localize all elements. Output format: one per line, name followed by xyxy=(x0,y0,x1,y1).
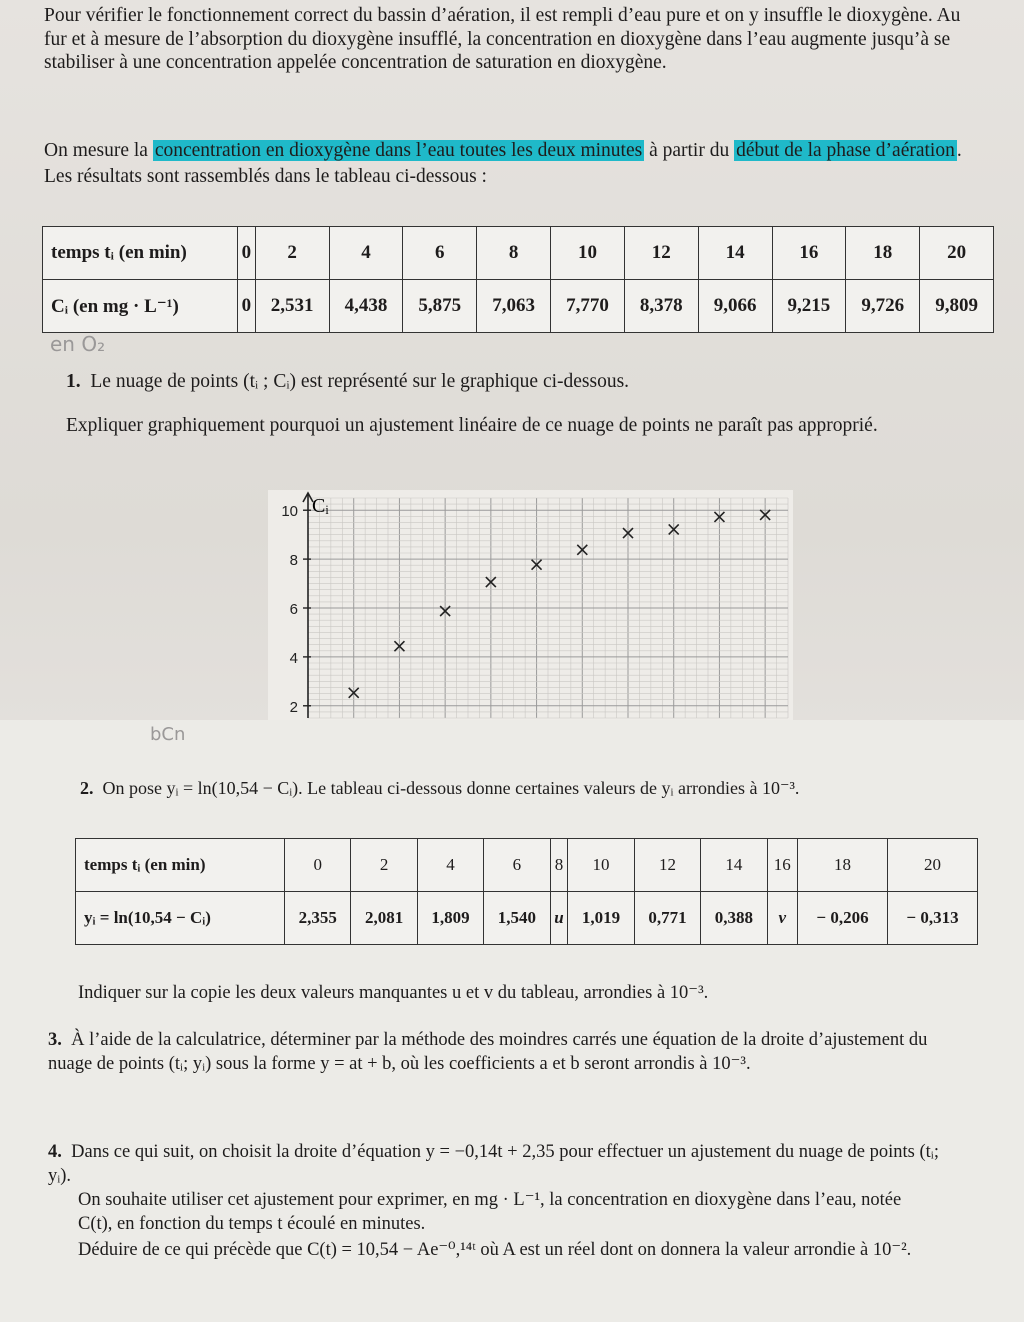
table-cell: 9,066 xyxy=(698,280,772,333)
pencil-annotation: bCn xyxy=(150,724,186,745)
question-2 xyxy=(80,776,940,800)
table-cell: 12 xyxy=(624,227,698,280)
highlight-concentration: concentration en dioxygène dans l’eau toutes les deux minutes xyxy=(154,140,643,161)
concentration-table xyxy=(42,226,994,333)
question-3-text: À l’aide de la calculatrice, déterminer par la méthode des moindres carrés une équation de la droite d’ajustement du nuage de points (tᵢ; yᵢ) sous la forme y = at + b, où les coefficients a et b seront arrondis à 10⁻³. xyxy=(48,1030,928,1074)
table-cell: 8 xyxy=(550,839,568,892)
table-cell: 9,726 xyxy=(846,280,920,333)
table-cell: 9,809 xyxy=(920,280,994,333)
table-cell: 14 xyxy=(701,839,767,892)
table-header-y: yᵢ = ln(10,54 − Cᵢ) xyxy=(76,892,285,945)
tick-label: 10 xyxy=(281,503,298,521)
chart-y-label: Cᵢ xyxy=(312,495,329,517)
log-table xyxy=(75,838,978,945)
question-3 xyxy=(48,1028,948,1076)
table-cell: 18 xyxy=(798,839,888,892)
question-1-instruction: Expliquer graphiquement pourquoi un ajustement linéaire de ce nuage de points ne paraît pas approprié. xyxy=(66,415,878,436)
pencil-annotation: en O₂ xyxy=(50,332,106,356)
table-cell: 0,388 xyxy=(701,892,767,945)
tick-label: 8 xyxy=(289,552,298,570)
table-cell: 5,875 xyxy=(403,280,477,333)
measure-text-mid: à partir du xyxy=(644,140,735,161)
table-cell: − 0,206 xyxy=(798,892,888,945)
table-cell: 14 xyxy=(698,227,772,280)
intro-paragraph: Pour vérifier le fonctionnement correct du bassin d’aération, il est rempli d’eau pure et on y insuffle le dioxygène. Au fur et à mesure de l’absorption du dioxygène insufflé, la concentration en dioxygène dans l’eau augmente jusqu’à se stabiliser à une concentration appelée concentration de saturation en dioxygène. xyxy=(44,5,961,73)
table-cell: 20 xyxy=(887,839,977,892)
question-number: 1. xyxy=(66,371,81,392)
question-number: 3. xyxy=(48,1030,62,1050)
question-1-text: Le nuage de points (tᵢ ; Cᵢ) est représenté sur le graphique ci-dessous. xyxy=(90,371,630,392)
table-cell-v: v xyxy=(767,892,797,945)
question-number: 4. xyxy=(48,1142,62,1162)
table-cell: 18 xyxy=(846,227,920,280)
table-row xyxy=(76,892,978,945)
table-cell: 10 xyxy=(551,227,625,280)
table-cell: 0 xyxy=(285,839,351,892)
table-cell: 10 xyxy=(568,839,634,892)
table-cell: 0 xyxy=(238,227,256,280)
question-1 xyxy=(66,370,966,393)
table-header-time: temps tᵢ (en min) xyxy=(43,227,238,280)
table-cell: − 0,313 xyxy=(887,892,977,945)
question-2-instruction: Indiquer sur la copie les deux valeurs manquantes u et v du tableau, arrondies à 10⁻³. xyxy=(78,983,709,1003)
table-cell: 2,531 xyxy=(255,280,329,333)
table-row xyxy=(76,839,978,892)
question-4-instruction: Déduire de ce qui précède que C(t) = 10,54 − Ae⁻⁰,¹⁴ᵗ où A est un réel dont on donnera la valeur arrondie à 10⁻². xyxy=(78,1240,912,1260)
table-cell: 4 xyxy=(417,839,483,892)
tick-label: 6 xyxy=(289,601,298,618)
table-header-time: temps tᵢ (en min) xyxy=(76,839,285,892)
question-2-text: On pose yᵢ = ln(10,54 − Cᵢ). Le tableau ci-dessous donne certaines valeurs de yᵢ arrondies à 10⁻³. xyxy=(102,778,800,798)
question-4 xyxy=(48,1140,948,1188)
table-header-concentration: Cᵢ (en mg · L⁻¹) xyxy=(43,280,238,333)
table-row xyxy=(43,280,994,333)
table-cell: 1,019 xyxy=(568,892,634,945)
question-4-text: Dans ce qui suit, on choisit la droite d’équation y = −0,14t + 2,35 pour effectuer un ajustement du nuage de points (tᵢ; yᵢ). xyxy=(48,1142,939,1186)
table-cell-u: u xyxy=(550,892,568,945)
table-cell: 20 xyxy=(920,227,994,280)
table-cell: 4 xyxy=(329,227,403,280)
table-cell: 4,438 xyxy=(329,280,403,333)
highlight-debut: début de la phase d’aération xyxy=(736,140,955,161)
table-cell: 6 xyxy=(403,227,477,280)
table-row xyxy=(43,227,994,280)
measure-text-end: . Les résultats sont rassemblés dans le tableau ci-dessous : xyxy=(44,140,962,187)
tick-label: 4 xyxy=(289,649,298,667)
question-number: 2. xyxy=(80,778,94,798)
table-cell: 6 xyxy=(484,839,550,892)
table-cell: 2,355 xyxy=(285,892,351,945)
table-cell: 12 xyxy=(634,839,700,892)
table-cell: 16 xyxy=(767,839,797,892)
table-cell: 2 xyxy=(255,227,329,280)
table-cell: 9,215 xyxy=(772,280,846,333)
table-cell: 0 xyxy=(238,280,256,333)
table-cell: 7,063 xyxy=(477,280,551,333)
table-cell: 1,540 xyxy=(484,892,550,945)
question-4-context: On souhaite utiliser cet ajustement pour exprimer, en mg · L⁻¹, la concentration en dioxygène dans l’eau, notée C(t), en fonction du temps t écoulé en minutes. xyxy=(78,1190,902,1234)
tick-label: 2 xyxy=(289,698,298,716)
table-cell: 2 xyxy=(351,839,417,892)
chart-background xyxy=(268,490,793,720)
table-cell: 1,809 xyxy=(417,892,483,945)
table-cell: 8 xyxy=(477,227,551,280)
measure-paragraph xyxy=(44,138,979,190)
table-cell: 7,770 xyxy=(551,280,625,333)
table-cell: 16 xyxy=(772,227,846,280)
table-cell: 8,378 xyxy=(624,280,698,333)
table-cell: 2,081 xyxy=(351,892,417,945)
measure-text-start: On mesure la xyxy=(44,140,153,161)
table-cell: 0,771 xyxy=(634,892,700,945)
scatter-chart xyxy=(268,490,793,720)
